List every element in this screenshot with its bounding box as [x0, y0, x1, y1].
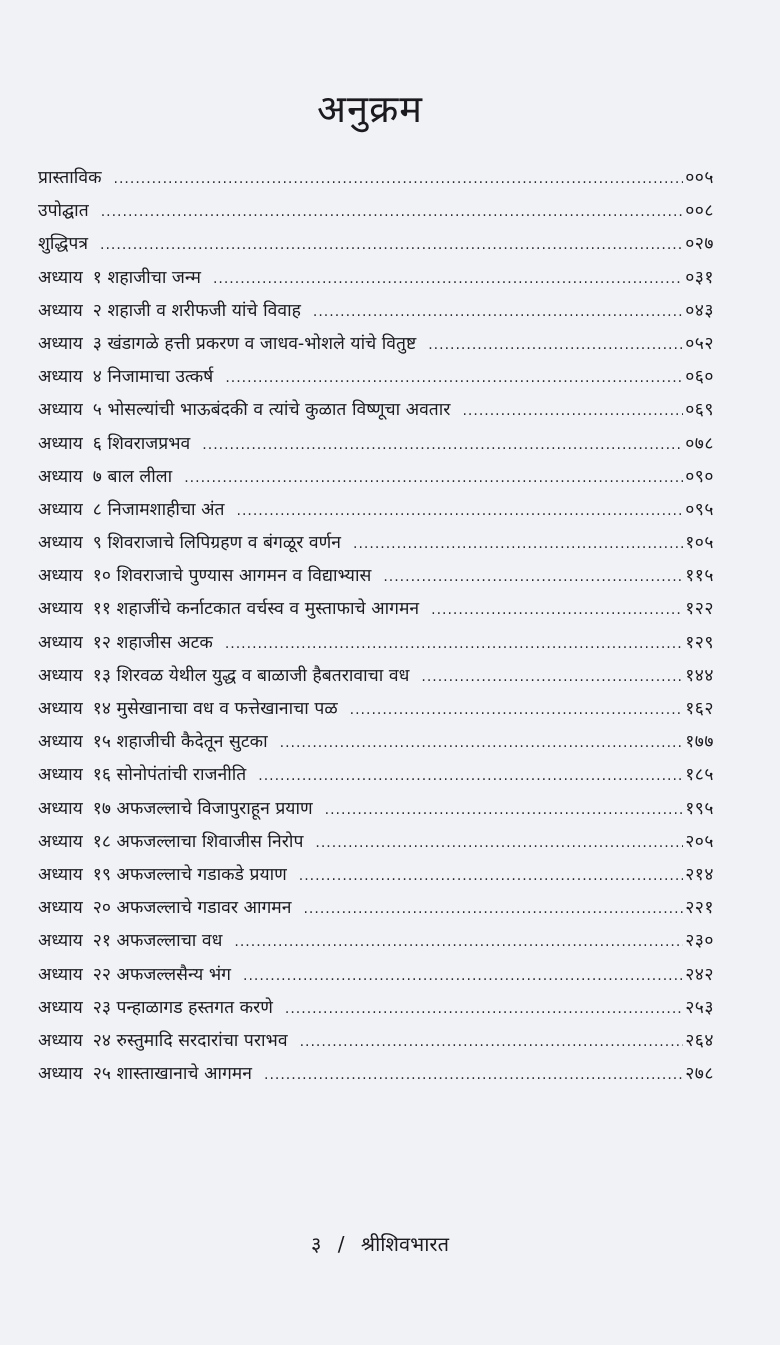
toc-entry-title [38, 497, 225, 521]
chapter-label: अध्याय [38, 798, 83, 819]
leader-dots [462, 403, 683, 419]
chapter-title: ८ निजामशाहीचा अंत [92, 499, 225, 520]
leader-dots [299, 868, 683, 884]
toc-entry [38, 198, 714, 231]
leader-dots [315, 835, 683, 851]
toc-entry-title [38, 331, 416, 355]
toc-entry-title [38, 530, 341, 554]
toc-entry [38, 663, 714, 696]
toc-entry-title [38, 431, 190, 455]
leader-dots [303, 901, 683, 917]
chapter-label: अध्याय [38, 831, 83, 852]
toc-entry [38, 265, 714, 298]
footer-separator: / [337, 1232, 345, 1256]
toc-entry [38, 165, 714, 198]
toc-entry-page: २६४ [685, 1030, 714, 1051]
chapter-label: अध्याय [38, 499, 83, 520]
toc-entry-page: २७८ [685, 1064, 714, 1085]
chapter-title: २४ रुस्तुमादि सरदारांचा पराभव [92, 1030, 288, 1051]
toc-entry-page: ०२७ [685, 234, 714, 255]
leader-dots [353, 536, 683, 552]
toc-entry-title [38, 796, 313, 820]
toc-entry-title [38, 1028, 288, 1052]
toc-entry [38, 796, 714, 829]
leader-dots [213, 271, 683, 287]
toc-entry [38, 497, 714, 530]
page-footer [0, 1230, 760, 1257]
chapter-title: १६ सोनोपंतांची राजनीति [92, 765, 247, 786]
chapter-title: २० अफजल्लाचे गडावर आगमन [92, 898, 292, 919]
toc-entry-title [38, 1061, 252, 1085]
toc-entry-page: २५३ [685, 997, 714, 1018]
toc-entry-page: ००५ [685, 168, 714, 188]
toc-entry-page: २१४ [685, 864, 714, 885]
leader-dots [243, 968, 683, 984]
chapter-label: अध्याय [38, 864, 83, 885]
toc-entry-page: १८५ [685, 765, 714, 786]
chapter-title: २ शहाजी व शरीफजी यांचे विवाह [92, 300, 301, 321]
toc-entry [38, 1061, 714, 1094]
chapter-label: अध्याय [38, 367, 83, 388]
table-of-contents [38, 165, 714, 1094]
toc-entry-title [38, 995, 273, 1019]
toc-entry [38, 762, 714, 795]
chapter-label: अध्याय [38, 699, 83, 719]
chapter-label: अध्याय [38, 267, 83, 288]
toc-entry-title [38, 663, 409, 687]
leader-dots [202, 437, 683, 453]
toc-entry [38, 962, 714, 995]
toc-entry-title [38, 165, 102, 189]
chapter-label: अध्याय [38, 997, 83, 1018]
toc-entry-title [38, 596, 419, 620]
chapter-label: अध्याय [38, 732, 83, 753]
toc-entry-page: २२१ [685, 898, 714, 919]
page-title: अनुक्रम [316, 87, 424, 131]
chapter-title: १ शहाजीचा जन्म [92, 267, 201, 288]
chapter-title: १० शिवराजाचे पुण्यास आगमन व विद्याभ्यास [92, 566, 372, 587]
toc-entry [38, 829, 714, 862]
leader-dots [280, 735, 684, 751]
toc-entry-page: १२२ [685, 599, 714, 620]
chapter-title: ७ बाल लीला [92, 466, 173, 487]
chapter-title: २५ शास्ताखानाचे आगमन [92, 1064, 252, 1085]
chapter-label: अध्याय [38, 300, 83, 321]
chapter-label: अध्याय [38, 400, 83, 421]
toc-entry-title [38, 729, 268, 753]
leader-dots [325, 802, 684, 818]
toc-entry-title [38, 231, 88, 255]
toc-entry-page: ००८ [685, 201, 714, 222]
toc-entry-page: १०५ [685, 533, 714, 554]
toc-entry-title [38, 762, 246, 786]
toc-entry-title [38, 265, 201, 289]
chapter-title: ११ शहाजींचे कर्नाटकात वर्चस्व व मुस्ताफाचे आगमन [92, 599, 420, 620]
toc-entry-title [38, 198, 89, 222]
leader-dots [421, 669, 683, 685]
toc-entry-title [38, 962, 231, 986]
toc-entry-title [38, 895, 291, 919]
toc-entry [38, 630, 714, 663]
toc-entry-page: ११५ [685, 566, 714, 587]
toc-entry [38, 862, 714, 895]
chapter-title: उपोद्घात [38, 201, 89, 222]
toc-entry [38, 995, 714, 1028]
toc-entry-title [38, 563, 371, 587]
toc-entry-title [38, 630, 213, 654]
leader-dots [100, 237, 683, 253]
toc-entry-title [38, 829, 303, 853]
chapter-title: २२ अफजल्लसैन्य भंग [92, 964, 232, 985]
chapter-title: २३ पन्हाळागड हस्तगत करणे [92, 997, 273, 1018]
toc-entry [38, 596, 714, 629]
leader-dots [264, 1067, 683, 1083]
leader-dots [234, 934, 683, 950]
toc-entry-page: १४४ [685, 665, 714, 686]
toc-entry [38, 696, 714, 729]
toc-entry [38, 928, 714, 961]
chapter-label: अध्याय [38, 599, 83, 620]
toc-entry-title [38, 696, 338, 720]
toc-entry-title [38, 298, 301, 322]
chapter-title: ५ भोसल्यांची भाऊबंदकी व त्यांचे कुळात विष्णूचा अवतार [92, 400, 451, 421]
chapter-label: अध्याय [38, 566, 83, 587]
leader-dots [184, 470, 683, 486]
leader-dots [431, 602, 683, 618]
book-title: श्रीशिवभारत [360, 1232, 449, 1256]
page-number: ३ [311, 1232, 322, 1256]
toc-entry-page: १६२ [685, 699, 714, 719]
toc-entry [38, 431, 714, 464]
chapter-label: अध्याय [38, 931, 83, 952]
toc-entry-page: ०६९ [685, 400, 714, 421]
leader-dots [313, 304, 683, 320]
chapter-title: ९ शिवराजाचे लिपिग्रहण व बंगळूर वर्णन [92, 533, 342, 554]
leader-dots [285, 1001, 683, 1017]
leader-dots [300, 1034, 684, 1050]
toc-entry [38, 1028, 714, 1061]
toc-entry-page: २४२ [685, 964, 714, 985]
chapter-title: १४ मुसेखानाचा वध व फत्तेखानाचा पळ [92, 699, 338, 719]
toc-entry-page: ०४३ [685, 300, 714, 321]
leader-dots [237, 503, 684, 519]
toc-entry-page: ०९५ [685, 499, 714, 520]
chapter-title: १२ शहाजीस अटक [92, 632, 213, 653]
leader-dots [258, 768, 683, 784]
toc-entry-page: ०७८ [685, 433, 714, 454]
chapter-title: १८ अफजल्लाचा शिवाजीस निरोप [92, 831, 304, 852]
leader-dots [101, 204, 684, 220]
toc-entry-page: ०३१ [685, 267, 714, 288]
chapter-title: ६ शिवराजप्रभव [92, 433, 191, 454]
toc-entry-page: २३० [685, 931, 714, 952]
chapter-title: २१ अफजल्लाचा वध [92, 931, 223, 952]
toc-entry-page: ०६० [685, 367, 714, 388]
toc-entry [38, 563, 714, 596]
toc-entry-page: ०५२ [685, 333, 714, 354]
chapter-title: प्रास्ताविक [38, 168, 102, 188]
chapter-title: ३ खंडागळे हत्ती प्रकरण व जाधव-भोशले यांचे वितुष्ट [92, 333, 417, 354]
chapter-title: ४ निजामाचा उत्कर्ष [92, 367, 214, 388]
chapter-label: अध्याय [38, 665, 83, 686]
chapter-label: अध्याय [38, 333, 83, 354]
chapter-label: अध्याय [38, 632, 83, 653]
toc-entry-page: १२९ [685, 632, 714, 653]
toc-entry [38, 530, 714, 563]
leader-dots [428, 337, 683, 353]
chapter-title: १७ अफजल्लाचे विजापुराहून प्रयाण [92, 798, 313, 819]
leader-dots [114, 171, 684, 187]
leader-dots [225, 636, 683, 652]
leader-dots [225, 370, 683, 386]
chapter-label: अध्याय [38, 533, 83, 554]
toc-entry-page: १९५ [685, 798, 714, 819]
chapter-title: १५ शहाजीची कैदेतून सुटका [92, 732, 268, 753]
chapter-label: अध्याय [38, 898, 83, 919]
leader-dots [383, 569, 683, 585]
toc-entry [38, 895, 714, 928]
chapter-label: अध्याय [38, 964, 83, 985]
toc-entry [38, 331, 714, 364]
chapter-title: १३ शिरवळ येथील युद्ध व बाळाजी हैबतरावाचा वध [92, 665, 410, 686]
toc-entry [38, 729, 714, 762]
toc-entry [38, 397, 714, 430]
chapter-label: अध्याय [38, 1030, 83, 1051]
toc-entry [38, 464, 714, 497]
chapter-title: शुद्धिपत्र [38, 234, 89, 255]
chapter-label: अध्याय [38, 433, 83, 454]
toc-entry-title [38, 464, 172, 488]
toc-entry [38, 298, 714, 331]
toc-entry [38, 364, 714, 397]
chapter-label: अध्याय [38, 1064, 83, 1085]
toc-entry-title [38, 928, 222, 952]
toc-entry [38, 231, 714, 264]
leader-dots [350, 702, 684, 718]
toc-entry-title [38, 862, 287, 886]
toc-entry-title [38, 364, 213, 388]
chapter-label: अध्याय [38, 466, 83, 487]
chapter-title: १९ अफजल्लाचे गडाकडे प्रयाण [92, 864, 287, 885]
toc-entry-page: २०५ [685, 831, 714, 852]
chapter-label: अध्याय [38, 765, 83, 786]
toc-entry-page: ०९० [685, 466, 714, 487]
toc-entry-title [38, 397, 450, 421]
toc-entry-page: १७७ [685, 732, 714, 753]
